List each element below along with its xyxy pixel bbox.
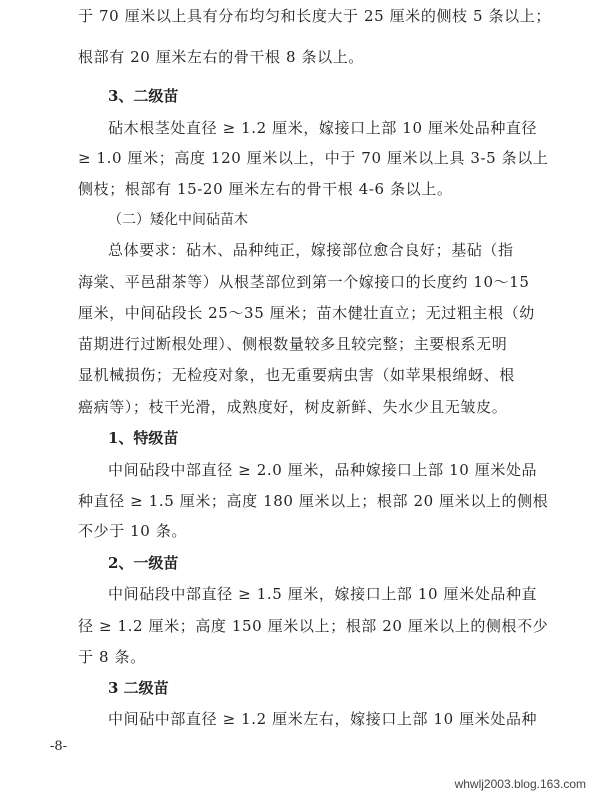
section-heading: 3 二级苗 [108, 679, 169, 697]
text-line: 砧木根茎处直径 ≥ 1.2 厘米，嫁接口上部 10 厘米处品种直径 [108, 119, 538, 137]
text-line: 总体要求：砧木、品种纯正，嫁接部位愈合良好；基砧（指 [108, 241, 514, 259]
text-line: 显机械损伤；无检疫对象，也无重要病虫害（如苹果根绵蚜、根 [78, 366, 515, 384]
text-line: 厘米，中间砧段长 25～35 厘米；苗木健壮直立；无过粗主根（幼 [78, 304, 535, 322]
text-line: 于 70 厘米以上具有分布均匀和长度大于 25 厘米的侧枝 5 条以上； [78, 7, 551, 25]
section-heading: 1、特级苗 [108, 429, 179, 447]
text-line: 于 8 条。 [78, 648, 146, 666]
text-line: 中间砧段中部直径 ≥ 1.5 厘米，嫁接口上部 10 厘米处品种直 [108, 585, 538, 603]
text-line: 侧枝；根部有 15-20 厘米左右的骨干根 4-6 条以上。 [78, 180, 453, 198]
section-heading: 2、一级苗 [108, 554, 179, 572]
page-number: -8- [50, 739, 68, 754]
text-line: 不少于 10 条。 [78, 522, 188, 540]
text-line: 中间砧段中部直径 ≥ 2.0 厘米，品种嫁接口上部 10 厘米处品 [108, 461, 538, 479]
text-line: ≥ 1.0 厘米；高度 120 厘米以上，中于 70 厘米以上具 3-5 条以上 [78, 149, 549, 167]
text-line: 中间砧中部直径 ≥ 1.2 厘米左右，嫁接口上部 10 厘米处品种 [108, 710, 538, 728]
text-line: 苗期进行过断根处理）、侧根数量较多且较完整；主要根系无明 [78, 335, 508, 353]
text-line: 根部有 20 厘米左右的骨干根 8 条以上。 [78, 48, 364, 66]
text-line: 癌病等）；枝干光滑，成熟度好，树皮新鲜、失水少且无皱皮。 [78, 398, 508, 416]
text-line: 海棠、平邑甜茶等）从根茎部位到第一个嫁接口的长度约 10～15 [78, 273, 530, 291]
section-heading: 3、二级苗 [108, 87, 179, 105]
section-subheading: （二）矮化中间砧苗木 [108, 212, 248, 228]
text-line: 径 ≥ 1.2 厘米；高度 150 厘米以上；根部 20 厘米以上的侧根不少 [78, 617, 549, 635]
text-line: 种直径 ≥ 1.5 厘米；高度 180 厘米以上；根部 20 厘米以上的侧根 [78, 492, 549, 510]
watermark-text: whwlj2003.blog.163.com [454, 777, 586, 791]
